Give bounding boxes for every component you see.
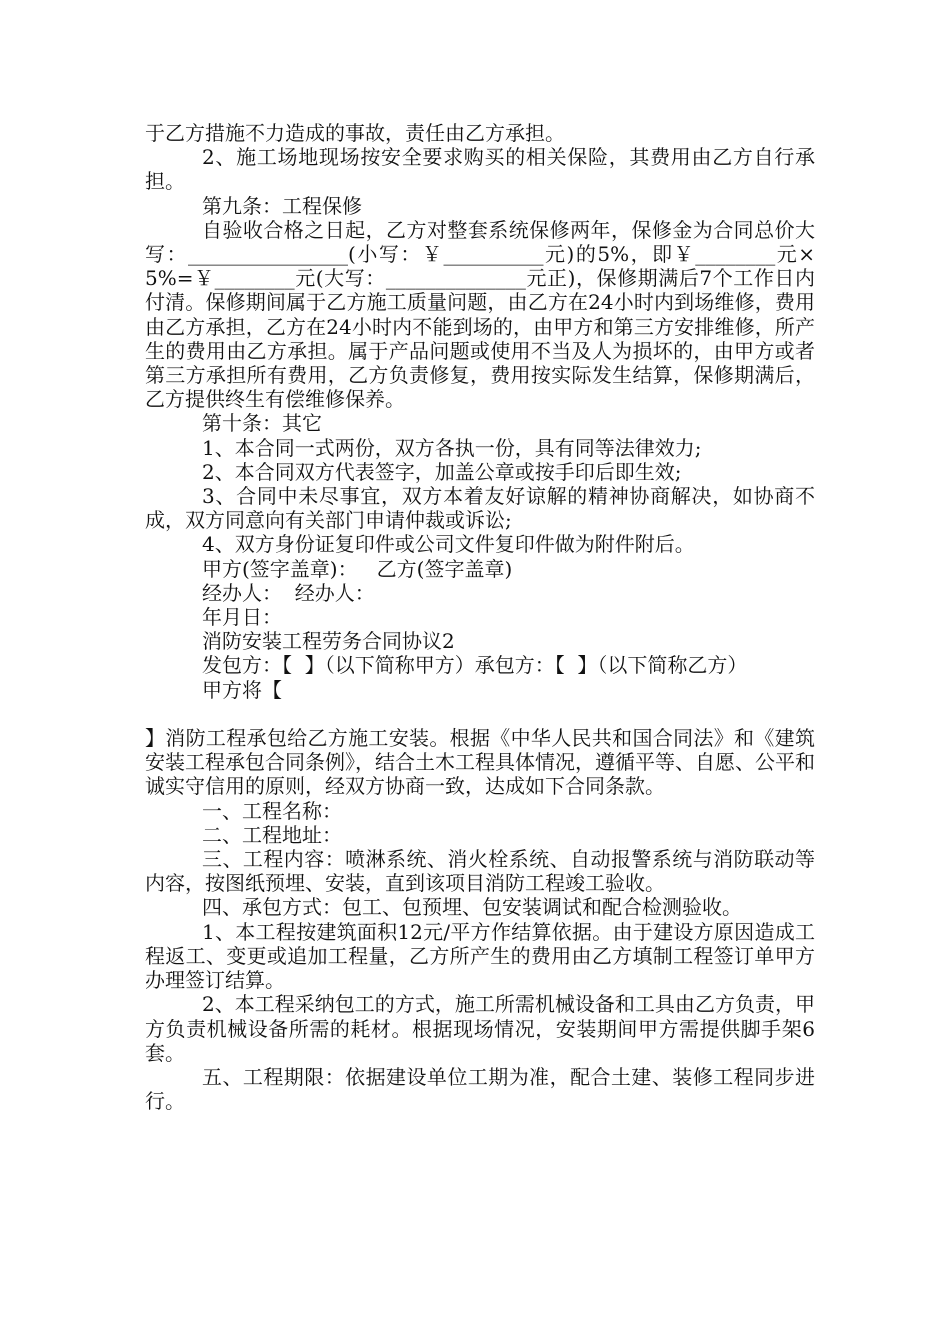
paragraph: 2、施工场地现场按安全要求购买的相关保险，其费用由乙方自行承担。 [145, 145, 815, 194]
paragraph: 于乙方措施不力造成的事故，责任由乙方承担。 [145, 121, 565, 145]
item-contract-method: 四、承包方式：包工、包预埋、包安装调试和配合检测验收。 [202, 895, 742, 920]
handler-line: 经办人： 经办人： [202, 580, 375, 605]
date-line: 年月日： [202, 605, 282, 630]
signature-line: 甲方(签字盖章)： 乙方(签字盖章) [202, 556, 513, 581]
item-project-content: 三、工程内容：喷淋系统、消火栓系统、自动报警系统与消防联动等内容，按图纸预埋、安装，直到该项目消防工程竣工验收。 [145, 847, 815, 896]
paragraph: 1、本工程按建筑面积12元/平方作结算依据。由于建设方原因造成工程返工、变更或追加工程量，乙方所产生的费用由乙方填制工程签订单甲方办理签订结算。 [145, 919, 815, 993]
paragraph: 自验收合格之日起，乙方对整套系统保修两年，保修金为合同总价大写：________________(小写：￥__________元)的5%，即￥________元×5%=￥________元(大写：______________元正)，保修期满后7个工作日内付清。保修期间属于乙方施工质量问题，由乙方在24小时内到场维修，费用由乙方承担，乙方在24小时内不能到场的，由甲方和第三方安排维修，所产生的费用由乙方承担。属于产品问题或使用不当及人为损坏的，由甲方或者第三方承担所有费用，乙方负责修复，费用按实际发生结算，保修期满后，乙方提供终生有偿维修保养。 [145, 217, 815, 412]
item-project-name: 一、工程名称： [202, 798, 342, 823]
paragraph: 2、本合同双方代表签字，加盖公章或按手印后即生效; [202, 459, 682, 484]
item-project-address: 二、工程地址： [202, 822, 342, 847]
paragraph: 4、双方身份证复印件或公司文件复印件做为附件附后。 [202, 532, 695, 557]
section-heading-9: 第九条：工程保修 [202, 193, 362, 218]
section-heading-10: 第十条：其它 [202, 411, 322, 436]
item-project-period: 五、工程期限：依据建设单位工期为准，配合土建、装修工程同步进行。 [145, 1064, 815, 1114]
document-page [145, 121, 815, 1113]
paragraph: 2、本工程采纳包工的方式，施工所需机械设备和工具由乙方负责，甲方负责机械设备所需的耗材。根据现场情况，安装期间甲方需提供脚手架6套。 [145, 992, 815, 1065]
paragraph: 3、合同中未尽事宜，双方本着友好谅解的精神协商解决，如协商不成，双方同意向有关部门申请仲裁或诉讼; [145, 484, 815, 533]
paragraph: 1、本合同一式两份，双方各执一份，具有同等法律效力; [202, 435, 702, 460]
paragraph: 】消防工程承包给乙方施工安装。根据《中华人民共和国合同法》和《建筑安装工程承包合同条例》，结合土木工程具体情况，遵循平等、自愿、公平和诚实守信用的原则，经双方协商一致，达成如下合同条款。 [145, 726, 815, 799]
document-title: 消防安装工程劳务合同协议2 [202, 629, 455, 654]
blank-gap [145, 702, 815, 726]
paragraph: 甲方将【 [202, 677, 282, 702]
parties-line: 发包方：【 】（以下简称甲方）承包方：【 】（以下简称乙方） [202, 653, 748, 678]
